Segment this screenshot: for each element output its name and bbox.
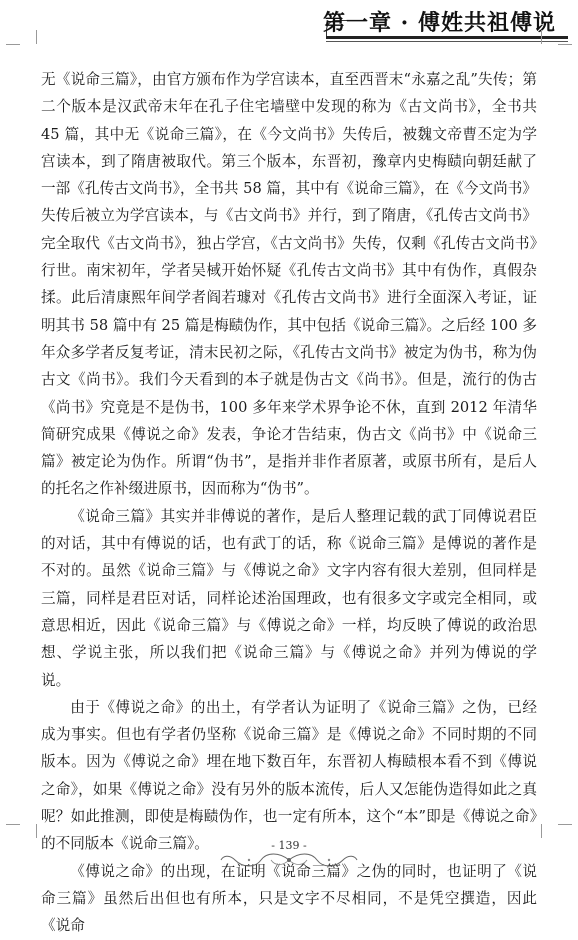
paragraph: 无《说命三篇》，由官方颁布作为学宫读本，直至西晋末“永嘉之乱”失传；第二个版本是汉武帝末年在孔子住宅墙壁中发现的称为《古文尚书》，全书共 45 篇，其中无《说命三篇》，在《今文尚书》失传后，被魏文帝曹丕定为学宫读本，到了隋唐被取代。第三个版本，东晋初，豫章内史梅赜向朝廷献了一部《孔传古文尚书》，全书共 58 篇，其中有《说命三篇》，在《今文尚书》失传后被立为学宫读本，与《古文尚书》并行，到了隋唐，《孔传古文尚书》完全取代《古文尚书》，独占学宫，《古文尚书》失传，仅剩《孔传古文尚书》行世。南宋初年，学者吴棫开始怀疑《孔传古文尚书》其中有伪作，真假杂揉。此后清康熙年间学者阎若璩对《孔传古文尚书》进行全面深入考证，证明其书 58 篇中有 25 篇是梅赜伪作，其中包括《说命三篇》。之后经 100 多年众多学者反复考证，清末民初之际，《孔传古文尚书》被定为伪书，称为伪古文《尚书》。我们今天看到的本子就是伪古文《尚书》。但是，流行的伪古《尚书》究竟是不是伪书，100 多年来学术界争论不休，直到 2012 年清华简研究成果《傅说之命》发表，争论才告结束，伪古文《尚书》中《说命三篇》被定论为伪作。所谓“伪书”，是指并非作者原著，或原书所有，是后人的托名之作补缀进原书，因而称为“伪书”。 <box>41 71 537 498</box>
paragraph: 《说命三篇》其实并非傅说的著作，是后人整理记载的武丁同傅说君臣的对话，其中有傅说的话，也有武丁的话，称《说命三篇》是傅说的著作是不对的。虽然《说命三篇》与《傅说之命》文字内容有很大差别，但同样是三篇，同样是君臣对话，同样论述治国理政，也有很多文字或完全相同，或意思相近，因此《说命三篇》与《傅说之命》一样，均反映了傅说的政治思想、学说主张，所以我们把《说命三篇》与《傅说之命》并列为傅说的学说。 <box>41 507 537 689</box>
crop-mark-bottom-left <box>6 824 20 825</box>
page-number: - 139 - <box>271 839 307 852</box>
crop-mark-top-right <box>558 44 572 45</box>
paragraph: 由于《傅说之命》的出土，有学者认为证明了《说命三篇》之伪，已经成为事实。但也有学者仍坚称《说命三篇》是《傅说之命》不同时期的不同版本。因为《傅说之命》埋在地下数百年，东晋初人梅赜根本看不到《傅说之命》，如果《傅说之命》没有另外的版本流传，后人又怎能伪造得如此之真呢？如此推测，即使是梅赜伪作，也一定有所本，这个“本”即是《傅说之命》的不同版本《说命三篇》。 <box>41 698 537 853</box>
crop-mark-top-right-vertical <box>541 30 542 44</box>
crop-mark-top-left-vertical <box>36 30 37 44</box>
chapter-title: 第一章 · 傅姓共祖傅说 <box>323 10 556 36</box>
crop-mark-top-left <box>6 44 20 45</box>
body-text <box>41 66 537 940</box>
crop-mark-bottom-right-vertical <box>541 824 542 838</box>
crop-mark-bottom-left-vertical <box>36 824 37 838</box>
crop-mark-bottom-right <box>558 824 572 825</box>
page-header <box>0 0 578 50</box>
header-rule <box>326 36 568 39</box>
footer-ornament-icon <box>219 850 359 870</box>
header-rule-thin <box>326 41 568 42</box>
paragraph: 《傅说之命》的出现，在证明《说命三篇》之伪的同时，也证明了《说命三篇》虽然后出但也有所本，只是文字不尽相同，不是凭空撰造，因此《说命 <box>41 862 537 935</box>
